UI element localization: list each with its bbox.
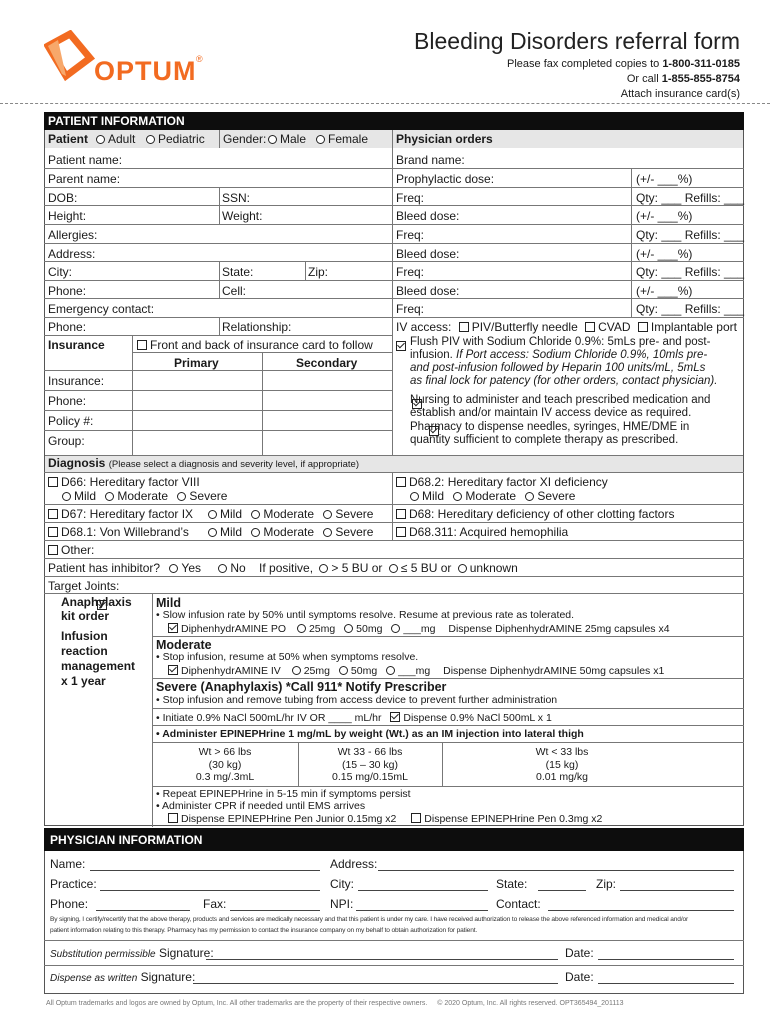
flush-checkbox[interactable] <box>396 341 406 351</box>
pen-junior-label: Dispense EPINEPHrine Pen Junior 0.15mg x2 <box>181 813 397 825</box>
freq-field-2[interactable]: Freq: <box>396 228 425 242</box>
group-field[interactable]: Group: <box>48 434 85 448</box>
severe-nacl-rate: • Initiate 0.9% NaCl 500mL/hr IV OR ____ mL/hr <box>156 712 382 724</box>
d68-option[interactable] <box>396 508 674 520</box>
freq-field-3[interactable]: Freq: <box>396 265 425 279</box>
pen-checkbox[interactable] <box>411 813 421 823</box>
unknown-label: unknown <box>469 561 518 575</box>
freq-field-1[interactable]: Freq: <box>396 191 425 205</box>
physician-fax-input[interactable] <box>230 910 320 911</box>
mild-50mg-radio[interactable] <box>344 624 353 633</box>
diagnosis-title: Diagnosis <box>48 456 106 470</box>
inhibitor-yes-label: Yes <box>181 561 201 575</box>
nursing-order <box>410 394 740 420</box>
fax-number: 1-800-311-0185 <box>662 58 740 70</box>
mild-title: Mild <box>156 596 181 610</box>
d682-moderate-label: Moderate <box>465 489 517 503</box>
d67-mild-radio[interactable] <box>208 510 217 519</box>
dispense-as-written-label: Dispense as written <box>50 973 138 984</box>
physician-section-title: PHYSICIAN INFORMATION <box>50 833 203 847</box>
physician-name-label: Name: <box>50 857 86 871</box>
other-diagnosis-option[interactable] <box>48 544 94 556</box>
column-divider <box>392 130 393 455</box>
d681-mild-label: Mild <box>220 525 243 539</box>
signature-input-2[interactable] <box>193 983 558 984</box>
flush-line-4: as final lock for patency (for other orders, contact physician). <box>410 375 718 387</box>
severe-instruction-1: • Stop infusion and remove tubing from access device to prevent further administration <box>156 694 558 706</box>
flush-line-2a: infusion. <box>410 349 457 361</box>
physician-name-input[interactable] <box>90 870 320 871</box>
iv-access-label: IV access: <box>396 320 452 334</box>
mild-drug-row <box>168 623 670 635</box>
insurance-label: Insurance <box>48 338 105 352</box>
d66-severity <box>62 490 227 502</box>
physician-fax-label: Fax: <box>203 897 227 911</box>
d681-severity <box>208 526 373 538</box>
freq-field-4[interactable]: Freq: <box>396 302 425 316</box>
piv-checkbox[interactable] <box>459 322 469 332</box>
d67-checkbox[interactable] <box>48 509 58 519</box>
d68-checkbox[interactable] <box>396 509 406 519</box>
physician-phone-label: Phone: <box>50 897 89 911</box>
date-label-1: Date: <box>565 946 594 960</box>
pen-junior-checkbox[interactable] <box>168 813 178 823</box>
trademark-notice: All Optum trademarks and logos are owned by Optum, Inc. All other trademarks are the property of their respective owners. <box>46 1000 428 1007</box>
substitution-signature-row <box>50 947 214 960</box>
cvad-checkbox[interactable] <box>585 322 595 332</box>
other-diagnosis-checkbox[interactable] <box>48 545 58 555</box>
nursing-line-2: establish and/or maintain IV access device as required. <box>410 407 692 419</box>
contact-input[interactable] <box>548 910 734 911</box>
footer <box>46 1000 623 1007</box>
date-label-2: Date: <box>565 970 594 984</box>
female-radio[interactable] <box>316 135 325 144</box>
nacl-dispense-label: Dispense 0.9% NaCl 500mL x 1 <box>403 712 552 724</box>
flush-line-2 <box>410 349 740 362</box>
weight-band-under-33 <box>442 746 682 784</box>
physician-address-input[interactable] <box>378 870 734 871</box>
male-radio[interactable] <box>268 135 277 144</box>
d66-option[interactable] <box>48 476 200 488</box>
adult-radio[interactable] <box>96 135 105 144</box>
d66-mild-label: Mild <box>74 489 97 503</box>
npi-input[interactable] <box>356 910 488 911</box>
date-input-2[interactable] <box>598 983 734 984</box>
repeat-epinephrine: • Repeat EPINEPHrine in 5-15 min if symptoms persist <box>156 788 411 800</box>
wt3-dose: 0.01 mg/kg <box>536 771 588 783</box>
pediatric-label: Pediatric <box>158 132 205 146</box>
severe-title: Severe (Anaphylaxis) *Call 911* Notify Prescriber <box>156 680 447 694</box>
piv-label: PIV/Butterfly needle <box>471 320 578 334</box>
ssn-field[interactable]: SSN: <box>222 191 251 205</box>
d681-severe-radio[interactable] <box>323 528 332 537</box>
height-field[interactable]: Height: <box>48 209 87 223</box>
physician-orders-title: Physician orders <box>396 132 493 146</box>
cut-line <box>0 103 770 104</box>
physician-phone-input[interactable] <box>96 910 190 911</box>
moderate-drug-label: DiphenhydrAMINE IV <box>181 665 281 677</box>
wt3-kg: (15 kg) <box>545 758 579 771</box>
consent-line-2: patient information relating to this therapy. Pharmacy has my permission to contact the insurance company on my behalf to obtain authorization for patient. <box>50 926 478 934</box>
mild-dispense: Dispense DiphenhydrAMINE 25mg capsules x4 <box>448 623 670 635</box>
emergency-phone-field[interactable]: Phone: <box>48 320 87 334</box>
weight-field[interactable]: Weight: <box>222 209 263 223</box>
mild-instruction: • Slow infusion rate by 50% until symptoms resolve. Resume at previous rate as tolerated. <box>156 609 575 621</box>
moderate-50mg-label: 50mg <box>350 665 378 677</box>
implantable-checkbox[interactable] <box>638 322 648 332</box>
phone-field[interactable]: Phone: <box>48 284 87 298</box>
wt3-range: Wt < 33 lbs <box>535 746 589 758</box>
kit-line-1: Anaphylaxis <box>61 595 132 609</box>
target-joints-field[interactable]: Target Joints: <box>48 579 120 593</box>
consent-text <box>50 915 740 936</box>
d68-label: D68: Hereditary deficiency of other clotting factors <box>409 507 675 521</box>
epinephrine-instruction: • Administer EPINEPHrine 1 mg/mL by weight (Wt.) as an IM injection into lateral thigh <box>156 728 584 740</box>
moderate-title: Moderate <box>156 638 212 652</box>
d66-moderate-label: Moderate <box>117 489 169 503</box>
bleed-dose-field-1[interactable]: Bleed dose: <box>396 209 460 223</box>
epipen-row <box>168 813 602 825</box>
cvad-label: CVAD <box>598 320 631 334</box>
signature-label-2: Signature: <box>140 970 196 984</box>
wt1-kg: (30 kg) <box>208 758 242 771</box>
mgmt-line-1: Infusion <box>61 629 108 643</box>
call-instructions <box>627 74 740 85</box>
city-field[interactable]: City: <box>48 265 72 279</box>
address-field[interactable]: Address: <box>48 247 96 261</box>
gender-label: Gender: <box>223 132 267 146</box>
d682-severity <box>410 490 575 502</box>
practice-input[interactable] <box>100 890 320 891</box>
pen-label: Dispense EPINEPHrine Pen 0.3mg x2 <box>424 813 603 825</box>
insurance-phone-field[interactable]: Phone: <box>48 394 87 408</box>
pharmacy-order <box>410 421 740 447</box>
inhibitor-no-radio[interactable] <box>218 564 227 573</box>
if-positive-label: If positive, <box>259 561 314 575</box>
implantable-label: Implantable port <box>650 320 737 334</box>
prophylactic-dose-field[interactable]: Prophylactic dose: <box>396 172 495 186</box>
physician-zip-label: Zip: <box>596 877 617 891</box>
d67-option[interactable] <box>48 508 193 520</box>
moderate-custom-radio[interactable] <box>386 666 395 675</box>
wt2-range: Wt 33 - 66 lbs <box>337 746 403 758</box>
moderate-50mg-radio[interactable] <box>339 666 348 675</box>
flush-order <box>410 336 740 388</box>
patient-label: Patient <box>48 132 89 146</box>
mild-25mg-radio[interactable] <box>297 624 306 633</box>
d682-mild-label: Mild <box>422 489 445 503</box>
secondary-header: Secondary <box>296 356 358 370</box>
form-title: Bleeding Disorders referral form <box>414 28 740 54</box>
qty-refills-1[interactable]: Qty: ___ Refills: ___ <box>636 191 745 205</box>
emergency-contact-field[interactable]: Emergency contact: <box>48 302 155 316</box>
wt2-dose: 0.15 mg/0.15mL <box>332 771 408 783</box>
inhibitor-question: Patient has inhibitor? <box>48 561 161 575</box>
policy-field[interactable]: Policy #: <box>48 414 94 428</box>
moderate-drug-row <box>168 665 664 677</box>
moderate-25mg-radio[interactable] <box>292 666 301 675</box>
female-option[interactable] <box>316 133 368 145</box>
d681-severe-label: Severe <box>335 525 374 539</box>
wt1-range: Wt > 66 lbs <box>198 746 252 758</box>
d66-severe-label: Severe <box>189 489 228 503</box>
inhibitor-no-label: No <box>230 561 246 575</box>
bleed-pct-1[interactable]: (+/- ___%) <box>636 209 693 223</box>
nacl-dispense-checkbox[interactable] <box>390 712 400 722</box>
physician-zip-input[interactable] <box>620 890 734 891</box>
moderate-instruction: • Stop infusion, resume at 50% when symptoms resolve. <box>156 651 419 663</box>
brand-name-field[interactable]: Brand name: <box>396 153 465 167</box>
wt2-kg: (15 – 30 kg) <box>341 758 399 771</box>
insurance-card-checkbox[interactable] <box>137 340 147 350</box>
date-input-1[interactable] <box>598 959 734 960</box>
signature-input-1[interactable] <box>206 959 558 960</box>
d66-label: D66: Hereditary factor VIII <box>61 475 200 489</box>
allergies-field[interactable]: Allergies: <box>48 228 98 242</box>
prophylactic-pct[interactable]: (+/- ___%) <box>636 172 693 186</box>
d67-mild-label: Mild <box>220 507 243 521</box>
optum-logo <box>44 30 214 86</box>
d67-moderate-radio[interactable] <box>251 510 260 519</box>
d682-moderate-radio[interactable] <box>453 492 462 501</box>
state-field[interactable]: State: <box>222 265 254 279</box>
bleed-dose-field-2[interactable]: Bleed dose: <box>396 247 460 261</box>
d681-mild-radio[interactable] <box>208 528 217 537</box>
d681-option[interactable] <box>48 526 189 538</box>
physician-city-label: City: <box>330 877 354 891</box>
logo-registered-mark: ® <box>196 54 203 64</box>
administer-cpr: • Administer CPR if needed until EMS arrives <box>156 800 366 812</box>
contact-label: Contact: <box>496 897 541 911</box>
qty-refills-4[interactable]: Qty: ___ Refills: ___ <box>636 302 745 316</box>
flush-line-3: and post-infusion followed by Heparin 100 units/mL, 5mLs <box>410 362 706 374</box>
physician-state-label: State: <box>496 877 528 891</box>
le5-label: ≤ 5 BU or <box>400 561 452 575</box>
gt5-radio[interactable] <box>319 564 328 573</box>
diagnosis-note: (Please select a diagnosis and severity level, if appropriate) <box>108 459 360 470</box>
mild-drug-checkbox[interactable] <box>168 623 178 633</box>
primary-header: Primary <box>174 356 219 370</box>
nursing-line-1: Nursing to administer and teach prescribed medication and <box>410 394 711 406</box>
call-prefix: Or call <box>626 73 662 85</box>
weight-band-over-66 <box>152 746 298 784</box>
mild-50mg-label: 50mg <box>356 623 383 635</box>
consent-line-1: By signing, I certify/recertify that the above therapy, products and services are medically necessary and that this patient is under my care. I have received authorization to release the above referenced information and medical and/or <box>50 916 689 923</box>
substitution-permissible-label: Substitution permissible <box>50 949 156 960</box>
d67-label: D67: Hereditary factor IX <box>61 507 194 521</box>
flush-line-2b: If Port access: Sodium Chloride 0.9%, 10mls pre- <box>456 349 708 361</box>
d66-mild-radio[interactable] <box>62 492 71 501</box>
d681-moderate-radio[interactable] <box>251 528 260 537</box>
bleed-dose-field-3[interactable]: Bleed dose: <box>396 284 460 298</box>
infusion-reaction-label <box>61 629 135 689</box>
anaphylaxis-divider <box>152 593 153 827</box>
physician-state-input[interactable] <box>538 890 586 891</box>
signature-label-1: Signature: <box>158 946 214 960</box>
patient-section-title: PATIENT INFORMATION <box>48 114 185 128</box>
d681-moderate-label: Moderate <box>263 525 315 539</box>
d681-label: D68.1: Von Willebrand’s <box>61 525 189 539</box>
d681-checkbox[interactable] <box>48 527 58 537</box>
d66-severe-radio[interactable] <box>177 492 186 501</box>
zip-field[interactable]: Zip: <box>308 265 329 279</box>
practice-label: Practice: <box>50 877 97 891</box>
bleed-pct-3[interactable]: (+/- ___%) <box>636 284 693 298</box>
moderate-custom-label: ___mg <box>398 665 431 677</box>
d67-moderate-label: Moderate <box>263 507 315 521</box>
d66-checkbox[interactable] <box>48 477 58 487</box>
d682-severe-radio[interactable] <box>525 492 534 501</box>
iv-access-row <box>396 321 737 333</box>
physician-city-input[interactable] <box>358 890 488 891</box>
d67-severity <box>208 508 373 520</box>
parent-name-field[interactable]: Parent name: <box>48 172 121 186</box>
male-label: Male <box>280 132 307 146</box>
male-option[interactable] <box>268 133 306 145</box>
inhibitor-yes-radio[interactable] <box>169 564 178 573</box>
diagnosis-title-row <box>48 457 359 470</box>
d682-mild-radio[interactable] <box>410 492 419 501</box>
anaphylaxis-kit-label <box>61 595 132 623</box>
mild-custom-radio[interactable] <box>391 624 400 633</box>
flush-line-1: Flush PIV with Sodium Chloride 0.9%: 5mLs pre- and post- <box>410 336 711 348</box>
le5-radio[interactable] <box>389 564 398 573</box>
d682-option[interactable] <box>396 476 608 488</box>
insurance-card-note: Front and back of insurance card to follow <box>150 338 373 352</box>
d682-label: D68.2: Hereditary factor XI deficiency <box>409 475 608 489</box>
fax-instructions <box>507 59 740 70</box>
moderate-25mg-label: 25mg <box>303 665 330 677</box>
pediatric-radio[interactable] <box>146 135 155 144</box>
bleed-pct-2[interactable]: (+/- ___%) <box>636 247 693 261</box>
mgmt-line-2: reaction <box>61 644 108 658</box>
insurance-card-option[interactable] <box>137 339 373 351</box>
d68311-option[interactable] <box>396 526 568 538</box>
fax-prefix: Please fax completed copies to <box>507 58 663 70</box>
kit-line-2: kit order <box>61 609 110 623</box>
relationship-field[interactable]: Relationship: <box>222 320 292 334</box>
inhibitor-row <box>48 562 518 574</box>
qty-refills-3[interactable]: Qty: ___ Refills: ___ <box>636 265 745 279</box>
gt5-label: > 5 BU or <box>331 561 383 575</box>
npi-label: NPI: <box>330 897 354 911</box>
moderate-drug-checkbox[interactable] <box>168 665 178 675</box>
other-diagnosis-label: Other: <box>61 543 95 557</box>
mgmt-line-3: management <box>61 659 136 673</box>
wt1-dose: 0.3 mg/.3mL <box>195 771 255 783</box>
pharmacy-line-2: quantity sufficient to complete therapy as prescribed. <box>410 434 679 446</box>
adult-label: Adult <box>108 132 136 146</box>
d68311-label: D68.311: Acquired hemophilia <box>409 525 569 539</box>
d66-moderate-radio[interactable] <box>105 492 114 501</box>
severe-nacl-row <box>156 712 552 724</box>
qty-refills-2[interactable]: Qty: ___ Refills: ___ <box>636 228 745 242</box>
mgmt-line-4: x 1 year <box>61 674 106 688</box>
mild-25mg-label: 25mg <box>308 623 336 635</box>
patient-name-field[interactable]: Patient name: <box>48 153 123 167</box>
attach-instructions: Attach insurance card(s) <box>620 88 740 100</box>
pediatric-option[interactable] <box>146 133 205 145</box>
insurance-name-field[interactable]: Insurance: <box>48 374 105 388</box>
unknown-radio[interactable] <box>458 564 467 573</box>
optum-logo-mark-icon <box>44 30 96 82</box>
d67-severe-radio[interactable] <box>323 510 332 519</box>
d682-severe-label: Severe <box>537 489 576 503</box>
physician-address-label: Address: <box>330 857 378 871</box>
copyright-notice: © 2020 Optum, Inc. All rights reserved. OPT365494_201113 <box>437 1000 624 1007</box>
pharmacy-line-1: Pharmacy to dispense needles, syringes, HME/DME in <box>410 421 690 433</box>
cell-field[interactable]: Cell: <box>222 284 247 298</box>
weight-band-33-66 <box>298 746 442 784</box>
d68311-checkbox[interactable] <box>396 527 406 537</box>
dispense-signature-row <box>50 971 195 984</box>
d67-severe-label: Severe <box>335 507 374 521</box>
moderate-dispense: Dispense DiphenhydrAMINE 50mg capsules x1 <box>443 665 665 677</box>
d682-checkbox[interactable] <box>396 477 406 487</box>
mild-drug-label: DiphenhydrAMINE PO <box>181 623 287 635</box>
mild-custom-label: ___mg <box>403 623 436 635</box>
dob-field[interactable]: DOB: <box>48 191 78 205</box>
call-number: 1-855-855-8754 <box>661 73 740 85</box>
logo-wordmark: OPTUM <box>94 56 197 86</box>
female-label: Female <box>328 132 369 146</box>
adult-option[interactable] <box>96 133 135 145</box>
